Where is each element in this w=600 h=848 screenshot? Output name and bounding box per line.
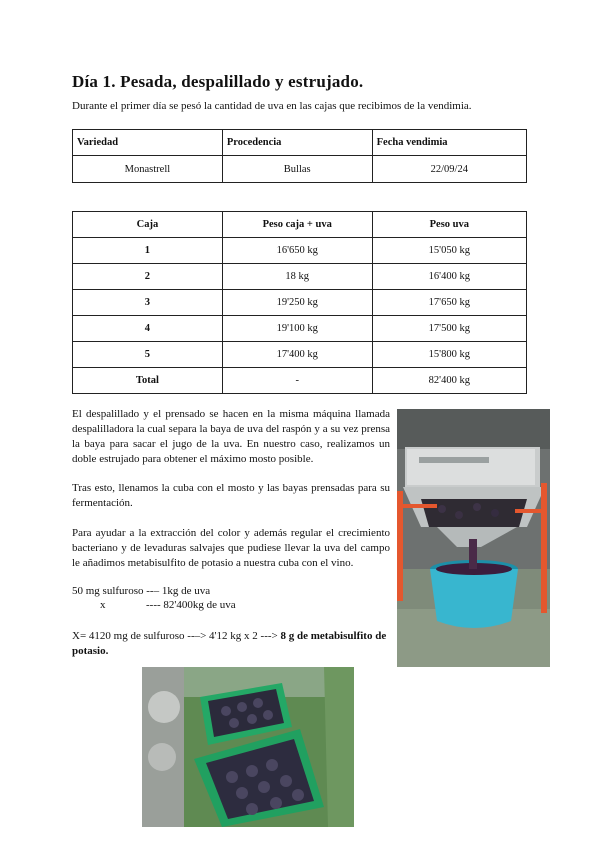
header-fecha: Fecha vendimia <box>372 130 526 156</box>
cell-caja: 3 <box>73 290 223 316</box>
cell-variedad: Monastrell <box>73 156 223 183</box>
paragraph-destemming: El despalillado y el prensado se hacen en la misma máquina llamada despalilladora la cual separa la baya de uva del raspón y a su vez prensa la baya para sacar el jugo de la uva. En nuestro caso, realizamos un doble estrujado para obtener el máximo mosto posible. <box>72 408 390 465</box>
table-header-row <box>73 130 527 156</box>
header-caja: Caja <box>73 212 223 238</box>
header-variedad: Variedad <box>73 130 223 156</box>
table-row <box>73 264 527 290</box>
cell-procedencia: Bullas <box>222 156 372 183</box>
cell-peso-uva: 15'050 kg <box>372 238 526 264</box>
harvest-info-table <box>72 129 527 183</box>
cell-peso-caja: 18 kg <box>222 264 372 290</box>
table-header-row <box>73 212 527 238</box>
result-bold: 8 g de metabisulfito de potasio. <box>72 630 387 657</box>
table-row <box>73 238 527 264</box>
cell-peso-uva: 15'800 kg <box>372 342 526 368</box>
cell-peso-uva: 17'650 kg <box>372 290 526 316</box>
calc-line-1: 50 mg sulfuroso --– 1kg de uva <box>72 585 211 597</box>
weights-table <box>72 211 527 394</box>
header-peso-uva: Peso uva <box>372 212 526 238</box>
cell-peso-caja: 19'250 kg <box>222 290 372 316</box>
cell-caja: 2 <box>73 264 223 290</box>
header-peso-caja: Peso caja + uva <box>222 212 372 238</box>
cell-total-peso-caja: - <box>222 368 372 394</box>
page-title: Día 1. Pesada, despalillado y estrujado. <box>72 72 364 91</box>
calc-line-2 <box>72 599 236 611</box>
cell-peso-uva: 16'400 kg <box>372 264 526 290</box>
table-row <box>73 290 527 316</box>
cell-total-peso-uva: 82'400 kg <box>372 368 526 394</box>
destemmer-photo <box>397 409 550 667</box>
cell-peso-uva: 17'500 kg <box>372 316 526 342</box>
cell-fecha: 22/09/24 <box>372 156 526 183</box>
header-procedencia: Procedencia <box>222 130 372 156</box>
cell-peso-caja: 17'400 kg <box>222 342 372 368</box>
cell-caja: 4 <box>73 316 223 342</box>
cell-total-label: Total <box>73 368 223 394</box>
intro-text: Durante el primer día se pesó la cantidad de uva en las cajas que recibimos de la vendimia. <box>72 100 472 112</box>
cell-peso-caja: 16'650 kg <box>222 238 372 264</box>
table-total-row <box>73 368 527 394</box>
calc-line-2-rest: ---- 82'400kg de uva <box>146 599 236 611</box>
result-plain: X= 4120 mg de sulfuroso --–> 4'12 kg x 2 ---> <box>72 630 281 642</box>
cell-peso-caja: 19'100 kg <box>222 316 372 342</box>
table-row <box>73 156 527 183</box>
cell-caja: 5 <box>73 342 223 368</box>
table-row <box>73 342 527 368</box>
result-text <box>72 629 392 659</box>
paragraph-sulfite: Para ayudar a la extracción del color y además regular el crecimiento bacteriano y de levaduras salvajes que pudiese llevar la uva del campo le añadimos metabisulfito de potasio a nuestra cuba con el vino. <box>72 527 390 569</box>
table-row <box>73 316 527 342</box>
cell-caja: 1 <box>73 238 223 264</box>
calc-variable: x <box>100 599 106 611</box>
grape-crates-photo <box>142 667 354 827</box>
paragraph-fermentation: Tras esto, llenamos la cuba con el mosto y las bayas prensadas para su fermentación. <box>72 482 390 509</box>
